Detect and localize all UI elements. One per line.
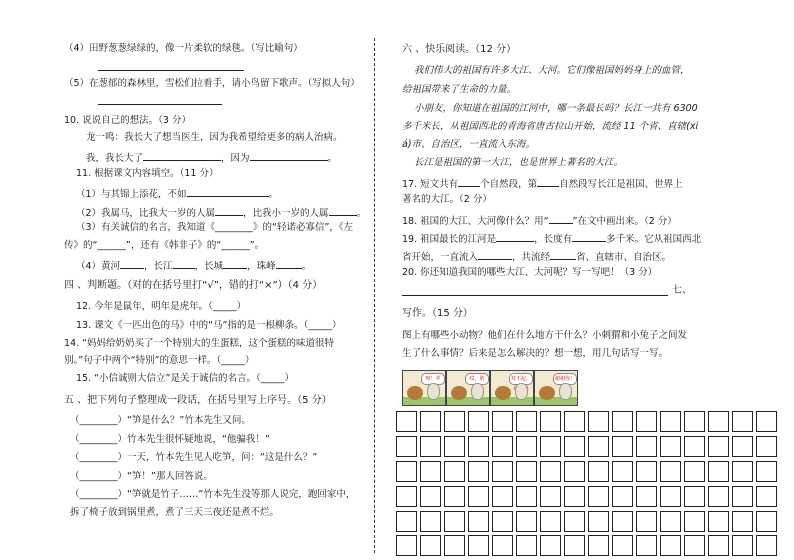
order-item-4: （________）“笋！”那人回答说。 bbox=[70, 471, 213, 482]
grid-cell[interactable] bbox=[708, 511, 729, 532]
q14-line1: 14. “妈妈给奶奶买了一个特别大的生蛋糕，这个蛋糕的味道很特 bbox=[64, 338, 335, 349]
grid-cell[interactable] bbox=[588, 411, 609, 432]
grid-cell[interactable] bbox=[588, 535, 609, 556]
q19-line1: 19. 祖国最长的江河是 ，长度有 多千米。它从祖国西北 bbox=[402, 231, 701, 245]
q15: 15. “小信诚则大信立”是关于诚信的名言。（_____） bbox=[76, 373, 294, 384]
grid-cell[interactable] bbox=[468, 461, 489, 482]
passage-line-6: 长江是祖国的第一大江，也是世界上著名的大江。 bbox=[414, 157, 624, 168]
q12: 12. 今年是鼠年，明年是虎年。（_____） bbox=[76, 301, 247, 312]
section-6-heading: 六 、快乐阅读。（12 分） bbox=[402, 44, 517, 55]
grid-cell[interactable] bbox=[420, 535, 441, 556]
q11-item4: （4）黄河 ，长江 ，长城 ，珠峰 。 bbox=[76, 258, 311, 272]
grid-cell[interactable] bbox=[708, 436, 729, 457]
grid-cell[interactable] bbox=[588, 511, 609, 532]
grid-cell[interactable] bbox=[708, 486, 729, 507]
order-item-1: （________）“笋是什么？”竹本先生又问。 bbox=[70, 415, 251, 426]
grid-cell[interactable] bbox=[444, 486, 465, 507]
order-item-2: （________）竹本先生很怀疑地说，“他骗我！” bbox=[70, 434, 270, 445]
grid-cell[interactable] bbox=[660, 461, 681, 482]
comic-panel-3: 对不起， bbox=[490, 370, 534, 406]
grid-cell[interactable] bbox=[684, 411, 705, 432]
passage-line-4: 多千米长，从祖国西北的青海省唐古拉山开始，流经 11 个省、直辖(xi bbox=[402, 121, 699, 132]
grid-cell[interactable] bbox=[660, 436, 681, 457]
grid-cell[interactable] bbox=[708, 535, 729, 556]
grid-cell[interactable] bbox=[468, 411, 489, 432]
grid-cell[interactable] bbox=[516, 436, 537, 457]
section-5-heading: 五 、把下列句子整理成一段话，在括号里写上序号。（5 分） bbox=[64, 395, 332, 406]
grid-cell[interactable] bbox=[636, 461, 657, 482]
grid-cell[interactable] bbox=[588, 461, 609, 482]
grid-cell[interactable] bbox=[492, 411, 513, 432]
passage-line-1: 我们伟大的祖国有许多大江、大河。它们像祖国妈妈身上的血管， bbox=[414, 65, 690, 76]
q9-item4-answer-line bbox=[98, 60, 244, 71]
q9-item5-answer-line bbox=[98, 94, 222, 105]
grid-cell[interactable] bbox=[588, 486, 609, 507]
q14-line2: 别。”句子中两个“特别”的意思一样。（_____） bbox=[64, 355, 255, 366]
grid-cell[interactable] bbox=[516, 511, 537, 532]
grid-cell[interactable] bbox=[612, 411, 633, 432]
grid-cell[interactable] bbox=[564, 461, 585, 482]
writing-prompt-line-2: 生了什么事情？后来是怎么解决的？想一想，用几句话写一写。 bbox=[402, 348, 669, 359]
grid-cell[interactable] bbox=[420, 486, 441, 507]
q11-item3-line1: （3）有关诚信的名言，我知道《________》的“轻诺必寡信”，《左 bbox=[76, 222, 354, 233]
grid-cell[interactable] bbox=[732, 436, 753, 457]
section-4-heading: 四 、判断题。（对的在括号里打“√”，错的打“×”）（4 分） bbox=[64, 280, 323, 291]
comic-panel-4: 谢谢你！ bbox=[534, 370, 578, 406]
grid-cell[interactable] bbox=[396, 411, 417, 432]
q20-answer-line bbox=[402, 285, 668, 296]
grid-cell[interactable] bbox=[396, 511, 417, 532]
grid-cell[interactable] bbox=[492, 535, 513, 556]
comic-panel-2: 哎，别 bbox=[446, 370, 490, 406]
q10-title: 10. 说说自己的想法。（3 分） bbox=[64, 115, 191, 126]
grid-cell[interactable] bbox=[492, 511, 513, 532]
grid-cell[interactable] bbox=[396, 436, 417, 457]
column-divider bbox=[374, 38, 375, 553]
section-7-heading: 写作。（15 分） bbox=[402, 308, 473, 319]
grid-cell[interactable] bbox=[732, 411, 753, 432]
grid-cell[interactable] bbox=[444, 411, 465, 432]
comic-panel-1: 呀！苹 bbox=[402, 370, 446, 406]
grid-cell[interactable] bbox=[636, 486, 657, 507]
grid-cell[interactable] bbox=[492, 461, 513, 482]
q11-item2: （2）我属马，比我大一岁的人属 ，比我小一岁的人属 。 bbox=[76, 205, 366, 219]
grid-cell[interactable] bbox=[564, 411, 585, 432]
grid-cell[interactable] bbox=[612, 436, 633, 457]
grid-cell[interactable] bbox=[756, 535, 777, 556]
grid-cell[interactable] bbox=[636, 511, 657, 532]
grid-cell[interactable] bbox=[684, 436, 705, 457]
grid-cell[interactable] bbox=[612, 535, 633, 556]
grid-cell[interactable] bbox=[444, 535, 465, 556]
grid-cell[interactable] bbox=[540, 511, 561, 532]
grid-cell[interactable] bbox=[612, 511, 633, 532]
q20: 20. 你还知道我国的哪些大江、大河呢？写一写吧！（3 分） bbox=[402, 267, 658, 278]
grid-cell[interactable] bbox=[732, 486, 753, 507]
grid-cell[interactable] bbox=[396, 486, 417, 507]
q11-item1: （1）与其锦上添花，不如 。 bbox=[76, 186, 278, 200]
grid-cell[interactable] bbox=[540, 411, 561, 432]
grid-cell[interactable] bbox=[516, 411, 537, 432]
q18: 18. 祖国的大江、大河像什么？用“ ”在文中画出来。（2 分） bbox=[402, 213, 677, 227]
order-item-5-continued: 拆了椅子放到锅里煮，煮了三天三夜还是煮不烂。 bbox=[70, 507, 280, 518]
passage-line-2: 给祖国带来了生命的力量。 bbox=[402, 84, 517, 95]
q10-example: 龙一鸣：我长大了想当医生，因为我希望给更多的病人治病。 bbox=[86, 132, 343, 143]
grid-cell[interactable] bbox=[732, 535, 753, 556]
grid-cell[interactable] bbox=[492, 436, 513, 457]
grid-cell[interactable] bbox=[660, 411, 681, 432]
grid-cell[interactable] bbox=[468, 535, 489, 556]
grid-cell[interactable] bbox=[564, 436, 585, 457]
grid-cell[interactable] bbox=[660, 535, 681, 556]
grid-cell[interactable] bbox=[516, 461, 537, 482]
grid-cell[interactable] bbox=[612, 486, 633, 507]
grid-cell[interactable] bbox=[588, 436, 609, 457]
grid-cell[interactable] bbox=[756, 436, 777, 457]
passage-line-5: á)市、自治区，一直流入东海。 bbox=[402, 139, 536, 150]
grid-cell[interactable] bbox=[468, 511, 489, 532]
q17-line2: 著名的大江。（2 分） bbox=[402, 194, 492, 205]
grid-cell[interactable] bbox=[732, 461, 753, 482]
grid-cell[interactable] bbox=[564, 486, 585, 507]
order-item-5: （________）“笋就是竹子……”竹本先生没等那人说完，跑回家中， bbox=[70, 489, 356, 500]
grid-cell[interactable] bbox=[612, 461, 633, 482]
grid-cell[interactable] bbox=[684, 535, 705, 556]
q11-item3-line2: 传》的“______”，还有《韩非子》的“______”。 bbox=[64, 240, 265, 251]
grid-cell[interactable] bbox=[492, 486, 513, 507]
grid-cell[interactable] bbox=[660, 511, 681, 532]
grid-cell[interactable] bbox=[636, 436, 657, 457]
grid-cell[interactable] bbox=[540, 436, 561, 457]
grid-cell[interactable] bbox=[684, 486, 705, 507]
writing-prompt-line-1: 图上有哪些小动物？他们在什么地方干什么？小刺猬和小兔子之间发 bbox=[402, 330, 688, 341]
q17-line1: 17. 短文共有 个自然段，第 自然段写长江是祖国、世界上 bbox=[402, 176, 683, 190]
grid-cell[interactable] bbox=[684, 511, 705, 532]
grid-cell[interactable] bbox=[396, 461, 417, 482]
grid-cell[interactable] bbox=[564, 511, 585, 532]
grid-cell[interactable] bbox=[756, 511, 777, 532]
grid-cell[interactable] bbox=[468, 486, 489, 507]
grid-cell[interactable] bbox=[708, 411, 729, 432]
q13: 13. 课文《一匹出色的马》中的“马”指的是一根柳条。（_____） bbox=[76, 320, 342, 331]
grid-cell[interactable] bbox=[732, 511, 753, 532]
grid-cell[interactable] bbox=[684, 461, 705, 482]
grid-cell[interactable] bbox=[756, 411, 777, 432]
grid-cell[interactable] bbox=[636, 535, 657, 556]
grid-cell[interactable] bbox=[516, 486, 537, 507]
grid-cell[interactable] bbox=[420, 436, 441, 457]
grid-cell[interactable] bbox=[468, 436, 489, 457]
section-7-number: 七、 bbox=[672, 285, 692, 296]
grid-cell[interactable] bbox=[756, 461, 777, 482]
q10-blank-line: 我，我长大了 ，因为 。 bbox=[86, 150, 337, 164]
grid-cell[interactable] bbox=[420, 511, 441, 532]
grid-cell[interactable] bbox=[420, 411, 441, 432]
grid-cell[interactable] bbox=[516, 535, 537, 556]
order-item-3: （________）一天，竹本先生见人吃笋，问：“这是什么？” bbox=[70, 452, 318, 463]
grid-cell[interactable] bbox=[444, 436, 465, 457]
grid-cell[interactable] bbox=[444, 511, 465, 532]
grid-cell[interactable] bbox=[660, 486, 681, 507]
passage-line-3: 小朋友，你知道在祖国的江河中，哪一条最长吗？长江一共有 6300 bbox=[414, 103, 698, 114]
q19-line2: 省开始，一直流入 ，共流经 省、直辖市、自治区。 bbox=[402, 249, 671, 263]
q11-title: 11. 根据课文内容填空。（11 分） bbox=[76, 168, 219, 179]
grid-cell[interactable] bbox=[540, 461, 561, 482]
q9-item5: （5）在葱郁的森林里，雪松们拉着手，请小鸟留下歌声。（写拟人句） bbox=[64, 78, 360, 89]
grid-cell[interactable] bbox=[444, 461, 465, 482]
grid-cell[interactable] bbox=[708, 461, 729, 482]
grid-cell[interactable] bbox=[396, 535, 417, 556]
grid-cell[interactable] bbox=[756, 486, 777, 507]
grid-cell[interactable] bbox=[540, 486, 561, 507]
grid-cell[interactable] bbox=[540, 535, 561, 556]
grid-cell[interactable] bbox=[564, 535, 585, 556]
grid-cell[interactable] bbox=[420, 461, 441, 482]
q9-item4: （4）田野葱葱绿绿的，像一片柔软的绿毯。（写比喻句） bbox=[64, 43, 303, 54]
grid-cell[interactable] bbox=[636, 411, 657, 432]
